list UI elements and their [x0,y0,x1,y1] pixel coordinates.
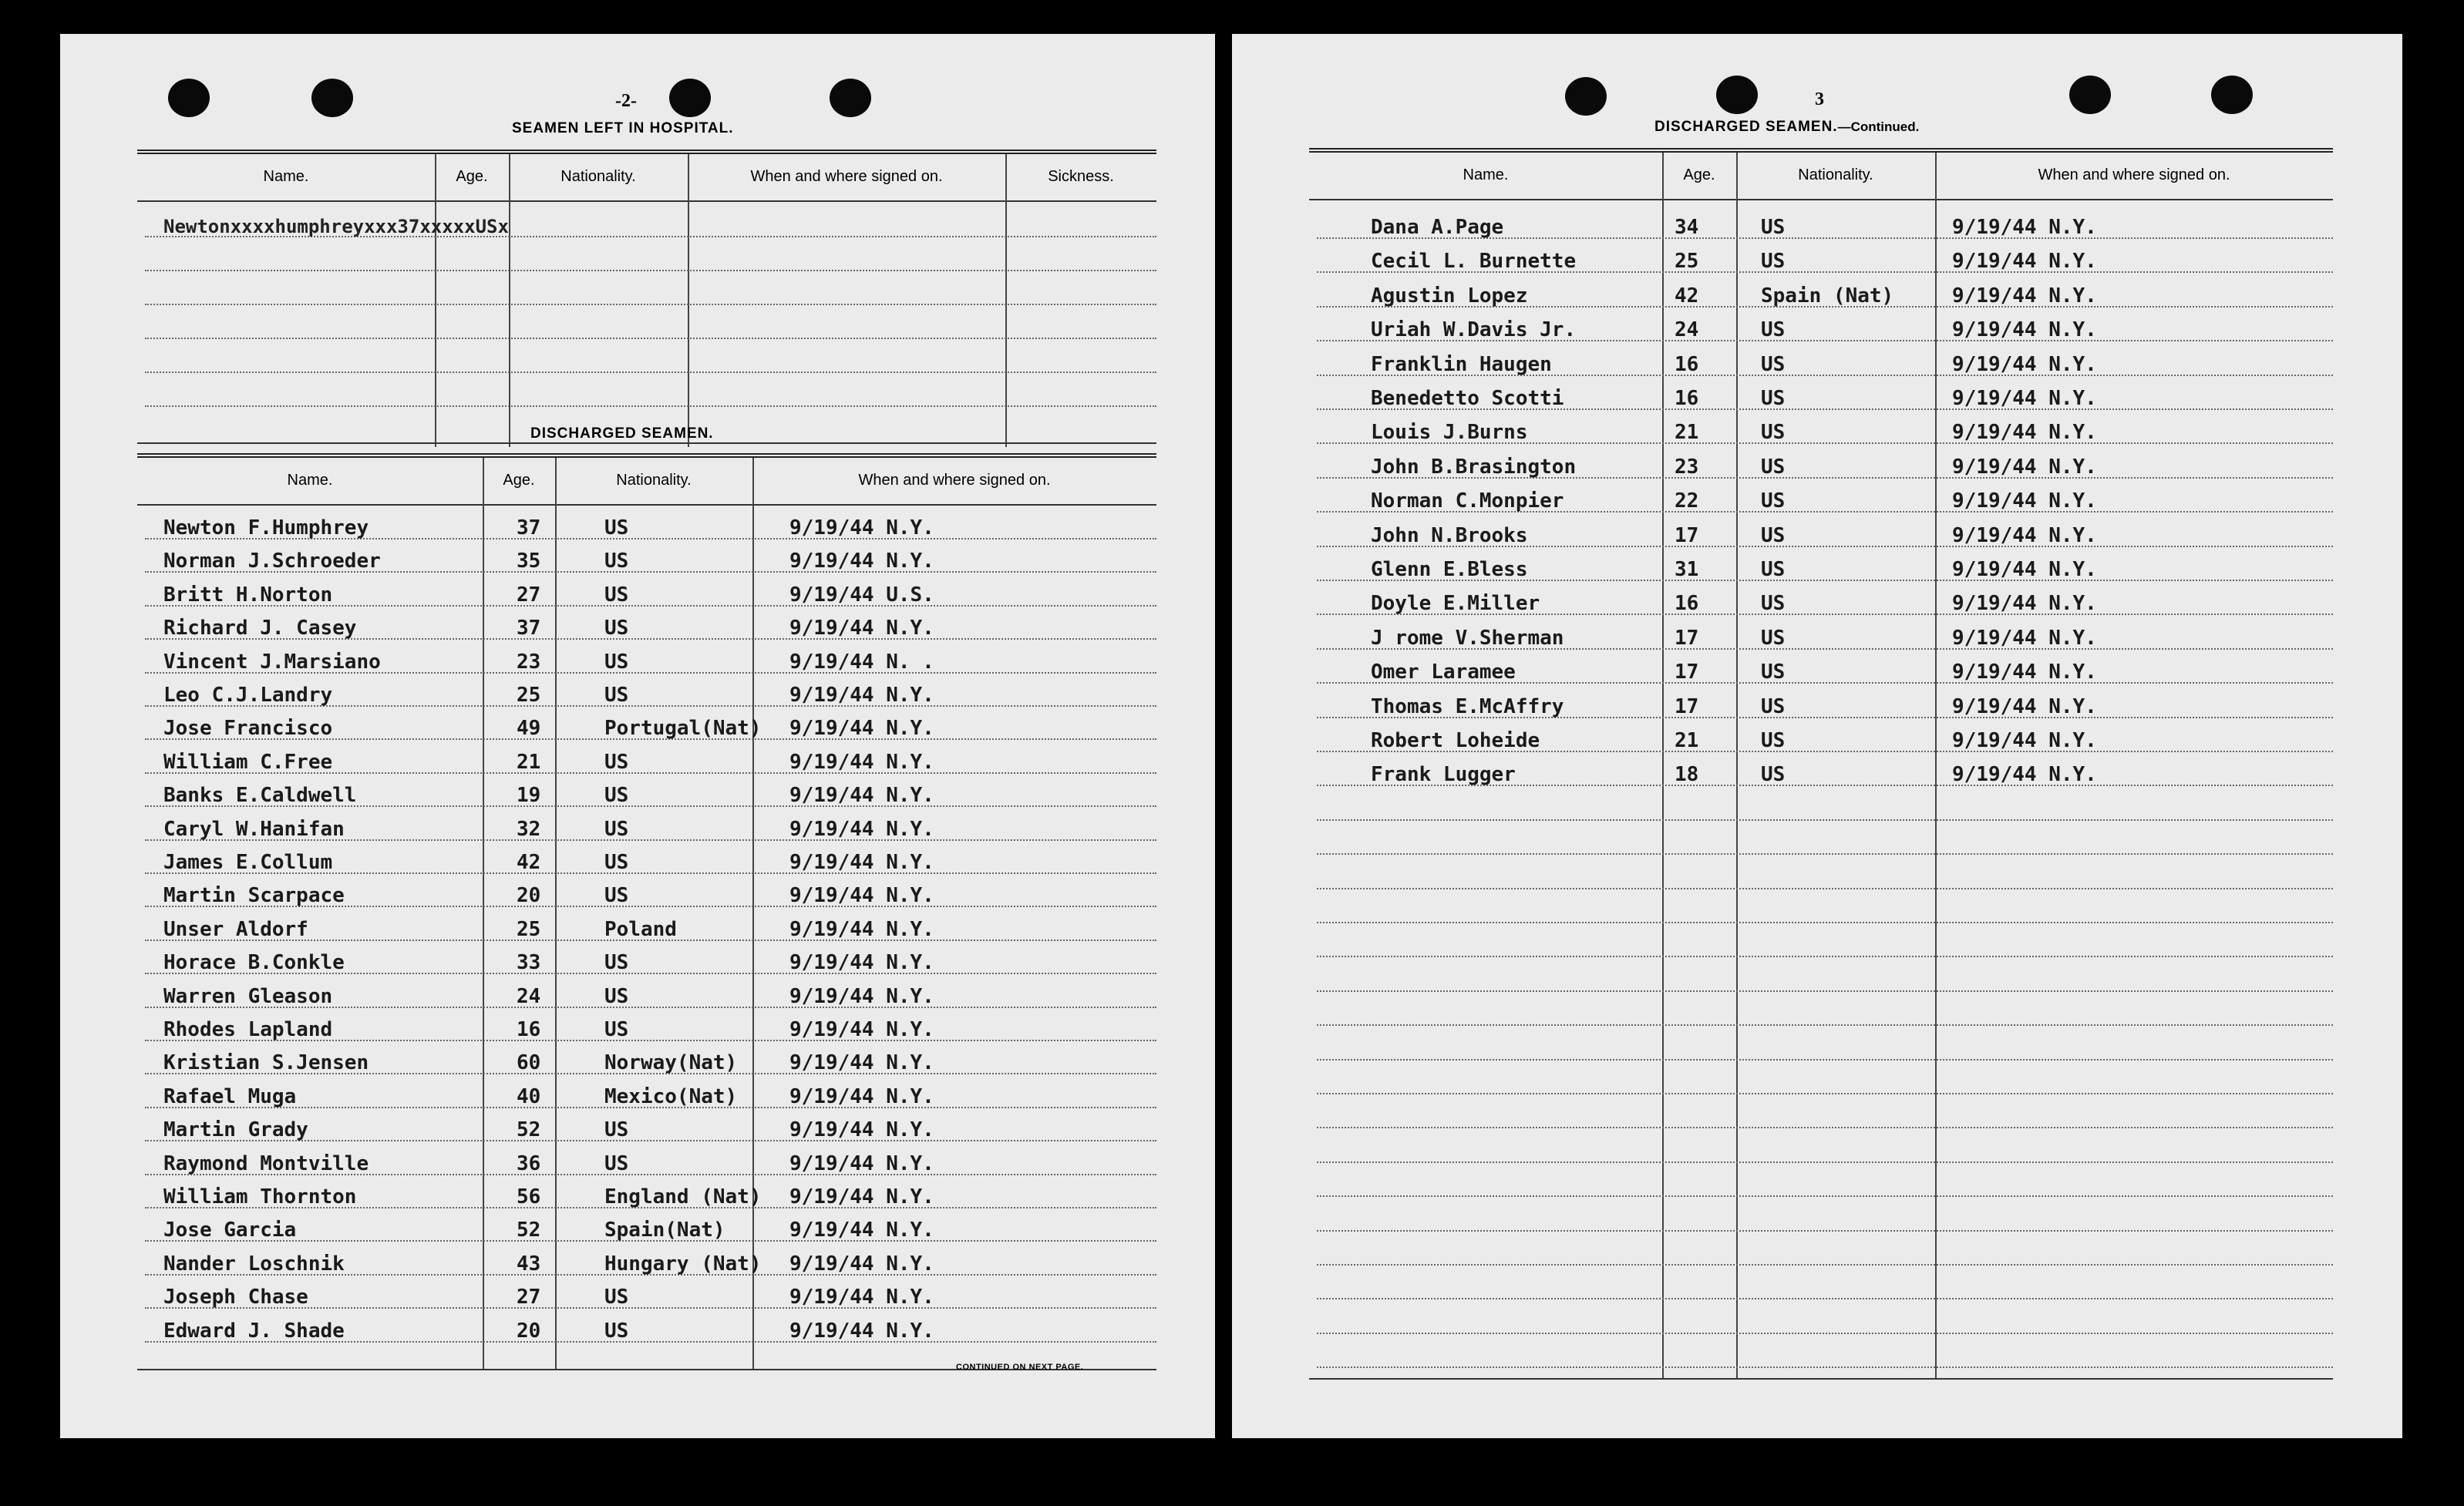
cell-signed-on: 9/19/44 N.Y. [1952,489,2097,513]
column-header-name: Name. [287,472,333,489]
title-main: DISCHARGED SEAMEN. [1654,119,1838,135]
cell-name: Doyle E.Miller [1371,592,1540,616]
cell-age: 20 [517,884,541,908]
column-header-age: Age. [1683,166,1715,183]
cell-name: Richard J. Casey [163,617,357,640]
cell-name: Jose Garcia [163,1219,297,1242]
cell-nationality: US [604,617,629,640]
cell-age: 34 [1675,216,1699,239]
dotted-rule [1317,1195,2333,1197]
cell-nationality: US [1761,352,1786,376]
punch-hole [2211,76,2253,114]
cell-age: 19 [517,784,541,808]
dotted-rule [145,371,1156,373]
cell-nationality: US [1761,216,1786,239]
cell-nationality: Mexico(Nat) [604,1084,738,1108]
cell-signed-on: 9/19/44 N.Y. [789,684,934,707]
cell-age: 49 [517,717,541,741]
cell-signed-on: 9/19/44 N.Y. [789,917,934,941]
cell-name: Leo C.J.Landry [163,684,333,707]
section-rule [137,442,1156,444]
cell-signed-on: 9/19/44 N.Y. [789,550,934,573]
cell-nationality: US [604,817,629,841]
cell-name: John N.Brooks [1371,523,1528,547]
cell-signed-on: 9/19/44 N.Y. [789,884,934,908]
cell-nationality: US [604,984,629,1008]
cell-age: 25 [517,917,541,941]
column-divider [435,154,436,447]
cell-name: Edward J. Shade [163,1319,345,1343]
cell-signed-on: 9/19/44 N.Y. [1952,352,2097,376]
cell-signed-on: 9/19/44 N.Y. [1952,284,2097,308]
dotted-rule [1317,1024,2333,1026]
column-header-sickness: Sickness. [1048,168,1114,185]
cell-name: Rhodes Lapland [163,1018,333,1041]
cell-name: Jose Francisco [163,717,333,741]
cell-name: Frank Lugger [1371,763,1516,787]
cell-name: Banks E.Caldwell [163,784,357,808]
cell-name: Norman J.Schroeder [163,550,381,573]
dotted-rule [145,405,1156,407]
cell-signed-on: 9/19/44 N.Y. [789,851,934,874]
cell-name: James E.Collum [163,851,333,874]
cell-age: 40 [517,1084,541,1108]
punch-hole [311,79,353,117]
cell-name: Warren Gleason [163,984,333,1008]
cell-age: 33 [517,951,541,975]
cell-nationality: US [1761,729,1786,752]
cell-name: Joseph Chase [163,1286,308,1309]
cell-age: 23 [1675,455,1699,479]
cell-name: William Thornton [163,1185,357,1208]
cell-name: Britt H.Norton [163,583,333,607]
dotted-rule [1317,922,2333,923]
dotted-rule [1317,1161,2333,1163]
discharged-section-title: DISCHARGED SEAMEN. [530,425,714,442]
cell-nationality: US [604,750,629,774]
cell-nationality: US [604,851,629,874]
header-rule [137,200,1156,202]
column-header-signed-on: When and where signed on. [750,168,943,185]
column-divider [1005,154,1007,447]
cell-age: 16 [1675,592,1699,616]
cell-name: Norman C.Monpier [1371,489,1564,513]
cell-age: 18 [1675,763,1699,787]
cell-age: 16 [517,1018,541,1041]
cell-nationality: US [604,583,629,607]
cell-age: 42 [517,851,541,874]
cell-age: 52 [517,1118,541,1142]
cell-name: Louis J.Burns [1371,421,1528,445]
right-page [1232,34,2402,1438]
dotted-rule [145,304,1156,305]
punch-hole [168,79,210,117]
cell-name: Martin Grady [163,1118,308,1142]
cell-signed-on: 9/19/44 N.Y. [789,1185,934,1208]
cell-age: 17 [1675,626,1699,650]
dotted-rule [145,338,1156,339]
cell-nationality: US [604,1319,629,1343]
cell-signed-on: 9/19/44 N.Y. [789,1319,934,1343]
cell-signed-on: 9/19/44 N.Y. [1952,694,2097,718]
cell-signed-on: 9/19/44 N.Y. [1952,558,2097,581]
cell-nationality: US [604,1286,629,1309]
cell-age: 37 [517,617,541,640]
cell-nationality: US [604,1151,629,1175]
dotted-rule [1317,1264,2333,1266]
cell-signed-on: 9/19/44 N.Y. [789,1084,934,1108]
cell-name: Agustin Lopez [1371,284,1528,308]
cell-age: 25 [517,684,541,707]
column-divider [1736,153,1738,1378]
cell-signed-on: 9/19/44 N. . [789,650,934,674]
cell-age: 23 [517,650,541,674]
cell-name: William C.Free [163,750,333,774]
cell-signed-on: 9/19/44 N.Y. [1952,592,2097,616]
cell-nationality: US [1761,250,1786,274]
column-header-signed-on: When and where signed on. [2038,166,2230,183]
cell-name: Caryl W.Hanifan [163,817,345,841]
cell-name: Robert Loheide [1371,729,1540,752]
cell-age: 21 [1675,729,1699,752]
cell-signed-on: 9/19/44 N.Y. [1952,523,2097,547]
cell-name: John B.Brasington [1371,455,1577,479]
dotted-rule [1317,853,2333,855]
cell-nationality: US [604,951,629,975]
column-divider [483,458,484,1369]
cell-signed-on: 9/19/44 N.Y. [1952,455,2097,479]
cell-signed-on: 9/19/44 N.Y. [1952,318,2097,342]
dotted-rule [1317,888,2333,889]
cell-name: Raymond Montville [163,1151,369,1175]
continued-note: CONTINUED ON NEXT PAGE. [956,1363,1084,1372]
cell-signed-on: 9/19/44 N.Y. [789,784,934,808]
table-top-rule [137,453,1156,458]
cell-signed-on: 9/19/44 U.S. [789,583,934,607]
cell-nationality: US [1761,592,1786,616]
cell-name: Vincent J.Marsiano [163,650,381,674]
cell-age: 24 [517,984,541,1008]
cell-name: Rafael Muga [163,1084,297,1108]
dotted-rule [1317,1366,2333,1368]
discharged-continued-title [1654,119,1919,136]
column-divider [1935,153,1937,1378]
cell-age: 17 [1675,523,1699,547]
column-header-nationality: Nationality. [1798,166,1873,183]
cell-nationality: US [1761,421,1786,445]
cell-nationality: US [1761,763,1786,787]
cell-name: Horace B.Conkle [163,951,345,975]
cell-signed-on: 9/19/44 N.Y. [789,1252,934,1276]
page-number: -2- [615,91,637,111]
cell-signed-on: 9/19/44 N.Y. [789,1118,934,1142]
cell-nationality: England (Nat) [604,1185,762,1208]
cell-nationality: US [1761,661,1786,684]
cell-signed-on: 9/19/44 N.Y. [1952,661,2097,684]
cell-age: 16 [1675,352,1699,376]
cell-signed-on: 9/19/44 N.Y. [789,817,934,841]
cell-nationality: US [1761,318,1786,342]
hospital-section-title: SEAMEN LEFT IN HOSPITAL. [512,120,734,136]
column-header-name: Name. [263,168,309,185]
cell-signed-on: 9/19/44 N.Y. [789,750,934,774]
cell-age: 27 [517,1286,541,1309]
cell-age: 27 [517,583,541,607]
header-rule [1309,199,2333,200]
column-divider [688,154,689,447]
cell-nationality: US [1761,558,1786,581]
page-number: 3 [1815,89,1824,109]
cell-age: 16 [1675,387,1699,410]
cell-nationality: US [604,1018,629,1041]
cell-age: 21 [517,750,541,774]
cell-nationality: Norway(Nat) [604,1051,738,1075]
punch-hole [830,79,871,117]
cell-nationality: US [604,516,629,540]
cell-signed-on: 9/19/44 N.Y. [789,1151,934,1175]
cell-nationality: Portugal(Nat) [604,717,762,741]
cell-nationality: Spain(Nat) [604,1219,725,1242]
cell-age: 36 [517,1151,541,1175]
struck-out-entry: Newtonxxxxhumphreyxxx37xxxxxUSx [163,216,509,237]
cell-signed-on: 9/19/44 N.Y. [789,1018,934,1041]
cell-name: Kristian S.Jensen [163,1051,369,1075]
cell-name: Nander Loschnik [163,1252,345,1276]
cell-name: Unser Aldorf [163,917,308,941]
cell-nationality: Spain (Nat) [1761,284,1894,308]
cell-name: Benedetto Scotti [1371,387,1564,410]
dotted-rule [145,270,1156,271]
dotted-rule [1317,1230,2333,1232]
cell-name: Newton F.Humphrey [163,516,369,540]
dotted-rule [1317,819,2333,821]
cell-age: 17 [1675,694,1699,718]
cell-nationality: Hungary (Nat) [604,1252,762,1276]
dotted-rule [1317,1059,2333,1061]
cell-signed-on: 9/19/44 N.Y. [789,1286,934,1309]
cell-age: 35 [517,550,541,573]
cell-age: 37 [517,516,541,540]
header-rule [137,504,1156,506]
cell-nationality: US [1761,626,1786,650]
cell-signed-on: 9/19/44 N.Y. [1952,729,2097,752]
cell-age: 42 [1675,284,1699,308]
cell-age: 32 [517,817,541,841]
dotted-rule [1317,956,2333,957]
left-page [60,34,1215,1438]
cell-nationality: US [1761,489,1786,513]
cell-nationality: US [604,784,629,808]
cell-signed-on: 9/19/44 N.Y. [1952,421,2097,445]
dotted-rule [1317,990,2333,992]
cell-nationality: US [1761,523,1786,547]
cell-nationality: US [604,1118,629,1142]
column-header-nationality: Nationality. [616,472,692,489]
table-bottom-rule [1309,1378,2333,1380]
punch-hole [1565,77,1607,116]
cell-signed-on: 9/19/44 N.Y. [789,617,934,640]
column-header-nationality: Nationality. [560,168,636,185]
cell-nationality: US [1761,694,1786,718]
cell-signed-on: 9/19/44 N.Y. [789,984,934,1008]
cell-name: Thomas E.McAffry [1371,694,1564,718]
column-header-signed-on: When and where signed on. [858,472,1051,489]
column-divider [509,154,510,447]
cell-signed-on: 9/19/44 N.Y. [1952,763,2097,787]
column-divider [555,458,557,1369]
cell-age: 17 [1675,661,1699,684]
punch-hole [1716,76,1758,114]
cell-age: 60 [517,1051,541,1075]
cell-name: Cecil L. Burnette [1371,250,1577,274]
column-divider [1662,153,1664,1378]
punch-hole [669,79,711,117]
dotted-rule [1317,1333,2333,1334]
column-header-name: Name. [1463,166,1509,183]
cell-name: Omer Laramee [1371,661,1516,684]
cell-signed-on: 9/19/44 N.Y. [1952,387,2097,410]
dotted-rule [1317,1093,2333,1094]
cell-nationality: US [604,884,629,908]
dotted-rule [1317,1127,2333,1128]
cell-name: Uriah W.Davis Jr. [1371,318,1577,342]
cell-nationality: Poland [604,917,677,941]
cell-age: 24 [1675,318,1699,342]
cell-signed-on: 9/19/44 N.Y. [789,1219,934,1242]
cell-age: 21 [1675,421,1699,445]
cell-signed-on: 9/19/44 N.Y. [789,951,934,975]
cell-nationality: US [604,550,629,573]
cell-age: 25 [1675,250,1699,274]
cell-age: 56 [517,1185,541,1208]
cell-signed-on: 9/19/44 N.Y. [789,1051,934,1075]
cell-nationality: US [604,684,629,707]
cell-age: 31 [1675,558,1699,581]
cell-name: Martin Scarpace [163,884,345,908]
cell-signed-on: 9/19/44 N.Y. [1952,626,2097,650]
cell-signed-on: 9/19/44 N.Y. [789,516,934,540]
cell-name: J rome V.Sherman [1371,626,1564,650]
cell-name: Franklin Haugen [1371,352,1552,376]
cell-nationality: US [604,650,629,674]
cell-age: 22 [1675,489,1699,513]
title-continued: —Continued. [1837,119,1920,134]
cell-age: 20 [517,1319,541,1343]
cell-name: Glenn E.Bless [1371,558,1528,581]
cell-age: 43 [517,1252,541,1276]
table-top-rule [137,150,1156,154]
cell-signed-on: 9/19/44 N.Y. [1952,250,2097,274]
column-divider [752,458,754,1369]
table-top-rule [1309,148,2333,153]
cell-name: Dana A.Page [1371,216,1504,239]
punch-hole [2069,76,2111,114]
cell-nationality: US [1761,387,1786,410]
column-header-age: Age. [503,472,535,489]
cell-nationality: US [1761,455,1786,479]
dotted-rule [1317,1298,2333,1299]
cell-age: 52 [517,1219,541,1242]
column-header-age: Age. [456,168,488,185]
cell-signed-on: 9/19/44 N.Y. [789,717,934,741]
cell-signed-on: 9/19/44 N.Y. [1952,216,2097,239]
